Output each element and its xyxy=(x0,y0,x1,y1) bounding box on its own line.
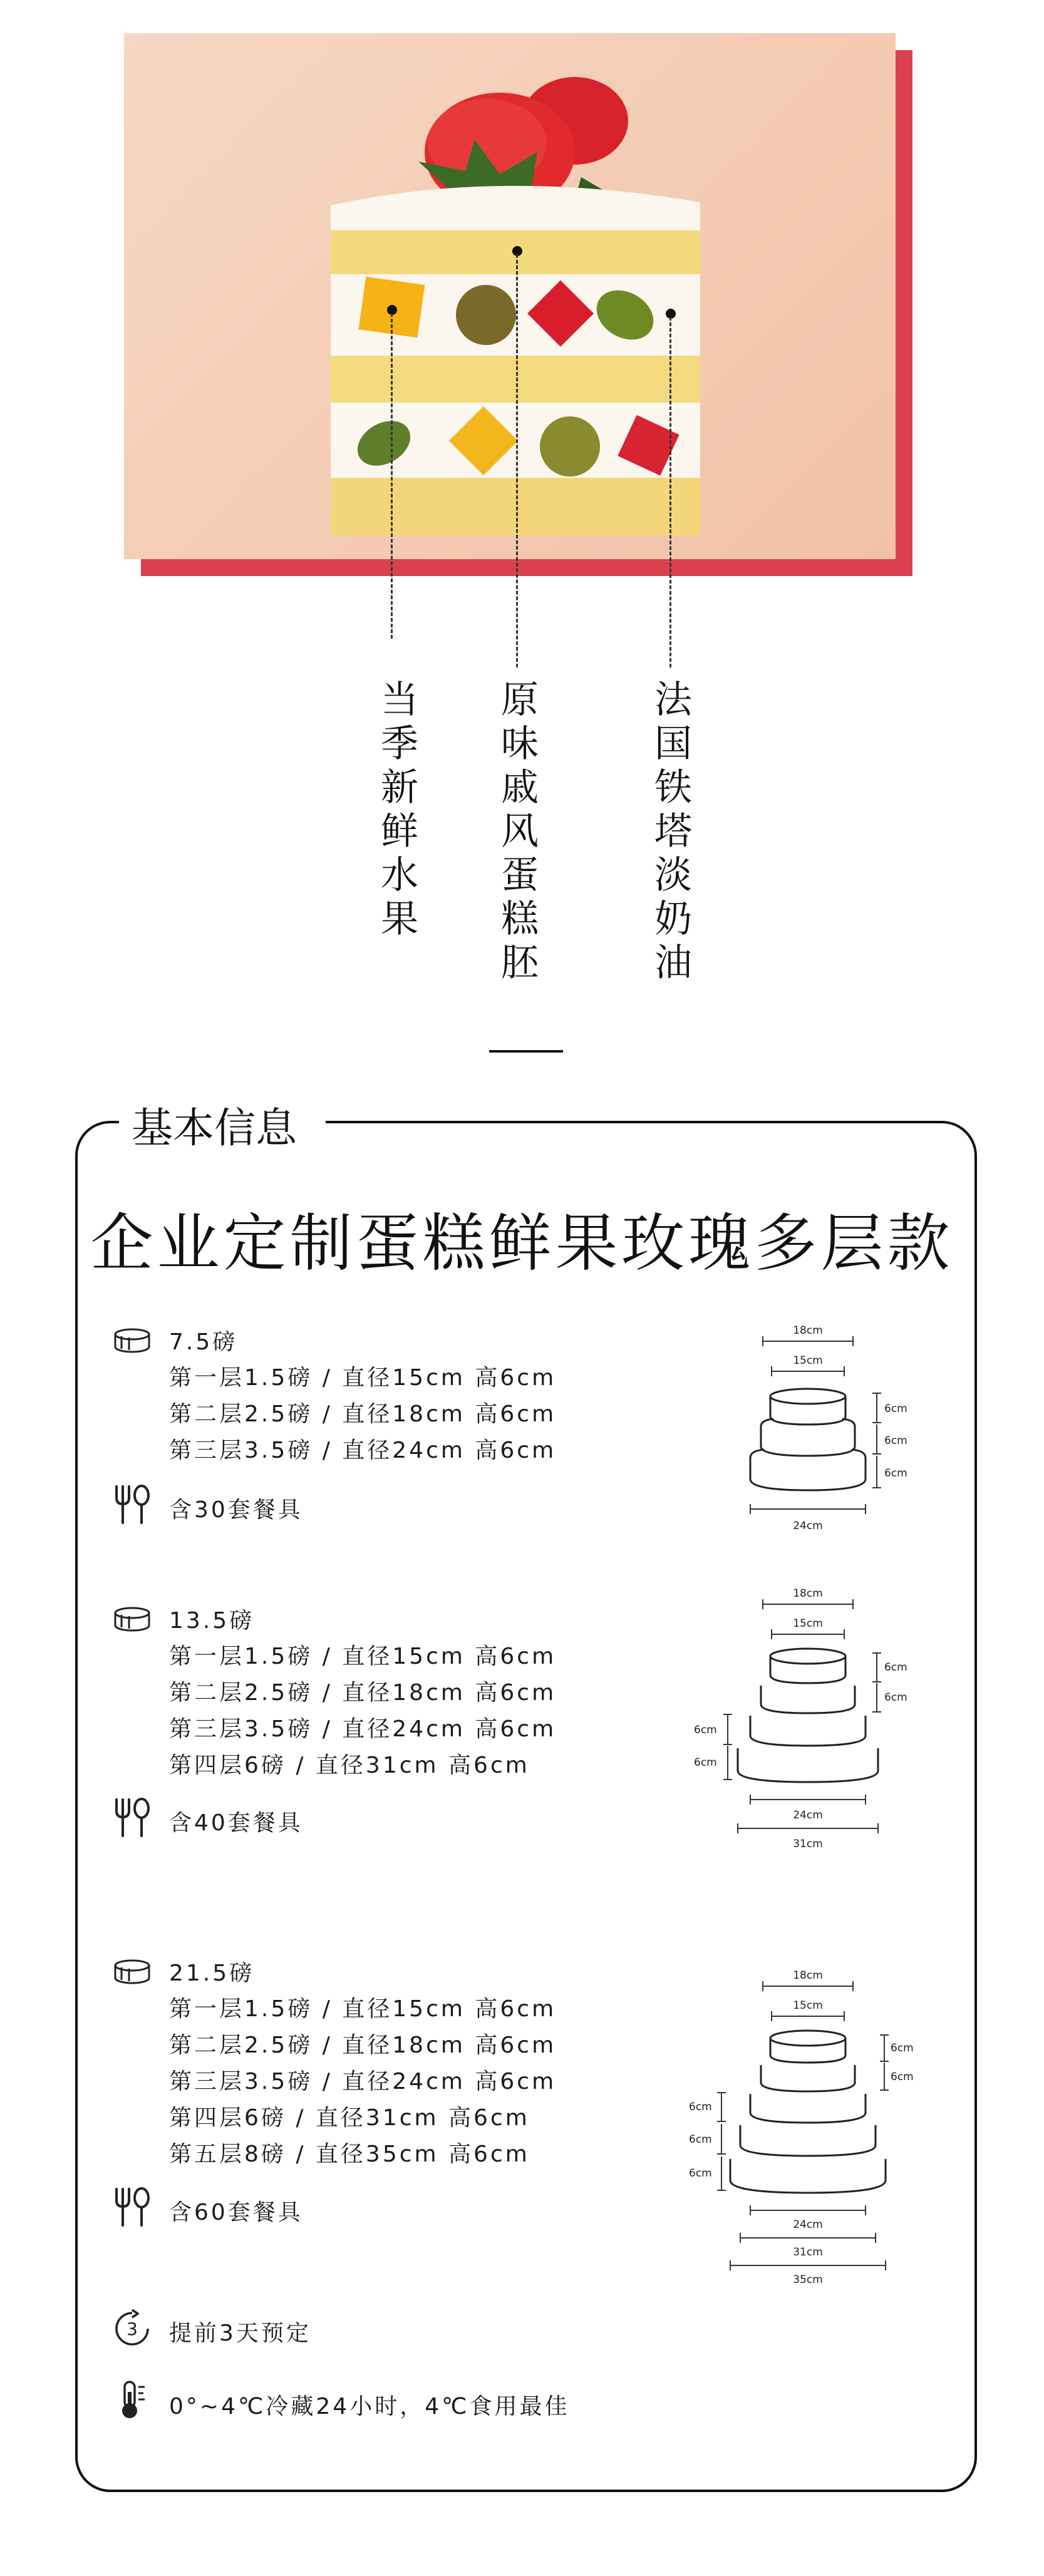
dim-top-outer: 18cm xyxy=(793,1969,823,1982)
dim-height: 6cm xyxy=(884,1403,907,1415)
dim-height: 6cm xyxy=(689,2167,712,2180)
section-title: 基本信息 xyxy=(132,1104,297,1152)
cake-dimension-diagram-2 xyxy=(689,1578,927,1866)
dim-bottom: 31cm xyxy=(793,2246,823,2259)
label-cream: 法国铁塔淡奶油 xyxy=(648,679,692,986)
dim-height: 6cm xyxy=(891,2071,914,2083)
cake-size-icon xyxy=(113,1959,152,1985)
cake-dimension-diagram-1 xyxy=(689,1315,927,1540)
tableware-count: 含60套餐具 xyxy=(169,2200,303,2225)
section-separator xyxy=(489,1050,563,1053)
leader-line-cream xyxy=(669,317,671,667)
layer-spec: 第二层2.5磅 / 直径18cm 高6cm xyxy=(169,1680,557,1706)
dim-height: 6cm xyxy=(891,2042,914,2054)
dim-height: 6cm xyxy=(689,2133,712,2146)
storage-note: 0°~4℃冷藏24小时，4℃食用最佳 xyxy=(169,2394,570,2419)
dim-height: 6cm xyxy=(884,1691,907,1704)
leader-line-fruit xyxy=(391,313,393,639)
option-weight: 7.5磅 xyxy=(169,1329,238,1355)
dim-bottom: 24cm xyxy=(793,1520,823,1532)
dim-height: 6cm xyxy=(884,1661,907,1674)
dim-top-inner: 15cm xyxy=(793,1617,823,1630)
dim-height: 6cm xyxy=(689,2101,712,2113)
layer-spec: 第三层3.5磅 / 直径24cm 高6cm xyxy=(169,1716,557,1742)
cake-size-icon xyxy=(113,1606,152,1632)
tableware-count: 含30套餐具 xyxy=(169,1497,303,1523)
thermometer-icon xyxy=(116,2379,151,2421)
dim-top-outer: 18cm xyxy=(793,1587,823,1600)
dim-height: 6cm xyxy=(884,1435,907,1447)
leader-line-sponge xyxy=(516,254,518,667)
dim-height: 6cm xyxy=(694,1724,717,1736)
layer-spec: 第一层1.5磅 / 直径15cm 高6cm xyxy=(169,1644,557,1669)
tableware-count: 含40套餐具 xyxy=(169,1810,303,1836)
dim-bottom: 24cm xyxy=(793,2218,823,2231)
advance-order-icon xyxy=(113,2309,152,2348)
dim-height: 6cm xyxy=(694,1756,717,1769)
dim-top-outer: 18cm xyxy=(793,1324,823,1337)
dim-bottom: 24cm xyxy=(793,1809,823,1821)
label-fresh-fruit: 当季新鲜水果 xyxy=(375,679,418,942)
dim-bottom: 31cm xyxy=(793,1838,823,1850)
layer-spec: 第一层1.5磅 / 直径15cm 高6cm xyxy=(169,1996,557,2022)
product-title: 企业定制蛋糕鲜果玫瑰多层款 xyxy=(90,1207,954,1280)
advance-order-note: 提前3天预定 xyxy=(169,2321,311,2346)
option-weight: 21.5磅 xyxy=(169,1960,255,1986)
layer-spec: 第二层2.5磅 / 直径18cm 高6cm xyxy=(169,2032,557,2058)
dim-bottom: 35cm xyxy=(793,2274,823,2286)
layer-spec: 第二层2.5磅 / 直径18cm 高6cm xyxy=(169,1401,557,1427)
layer-spec: 第五层8磅 / 直径35cm 高6cm xyxy=(169,2141,530,2167)
layer-spec: 第三层3.5磅 / 直径24cm 高6cm xyxy=(169,1438,557,1463)
dim-top-inner: 15cm xyxy=(793,1999,823,2012)
dim-height: 6cm xyxy=(884,1467,907,1480)
advance-icon-number: 3 xyxy=(127,2319,138,2339)
cake-photo xyxy=(124,33,896,559)
cake-size-icon xyxy=(113,1327,152,1354)
layer-spec: 第三层3.5磅 / 直径24cm 高6cm xyxy=(169,2069,557,2094)
cake-dimension-diagram-3 xyxy=(689,1960,927,2311)
cake-illustration xyxy=(124,33,896,559)
tableware-icon xyxy=(113,1797,152,1838)
dim-top-inner: 15cm xyxy=(793,1354,823,1367)
layer-spec: 第四层6磅 / 直径31cm 高6cm xyxy=(169,1753,530,1778)
layer-spec: 第一层1.5磅 / 直径15cm 高6cm xyxy=(169,1365,557,1391)
label-chiffon-sponge: 原味戚风蛋糕胚 xyxy=(495,679,539,986)
tableware-icon xyxy=(113,1484,152,1525)
layer-spec: 第四层6磅 / 直径31cm 高6cm xyxy=(169,2105,530,2131)
option-weight: 13.5磅 xyxy=(169,1608,255,1634)
tableware-icon xyxy=(113,2187,152,2228)
